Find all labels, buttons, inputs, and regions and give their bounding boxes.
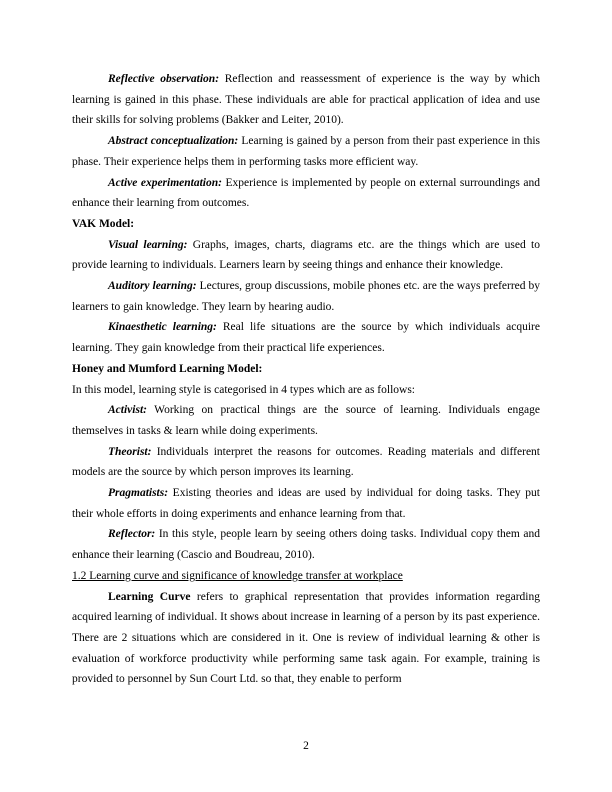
term-visual-learning: Visual learning:	[108, 238, 188, 251]
heading-honey-mumford: Honey and Mumford Learning Model:	[72, 362, 263, 375]
term-kinaesthetic-learning: Kinaesthetic learning:	[108, 321, 217, 334]
text-learning-curve: refers to graphical representation that provides information regarding acquired learning of individual. It shows about increase in learning of a person by its past experience. There are 2 situations which are considered in it. One is review of individual learning & other is evaluation of workforce productivity while performing same task again. For example, training is provided to personnel by Sun Court Ltd. so that, they enable to perform	[72, 590, 541, 686]
paragraph-activist	[72, 400, 540, 441]
term-pragmatists: Pragmatists:	[108, 487, 169, 500]
paragraph-kinaesthetic-learning	[72, 317, 540, 358]
text-reflector: In this style, people learn by seeing others doing tasks. Individual copy them and enhance their learning (Cascio and Boudreau, 2010).	[72, 528, 540, 562]
section-heading-learning-curve: 1.2 Learning curve and significance of knowledge transfer at workplace	[72, 569, 403, 582]
paragraph-abstract-conceptualization	[72, 131, 540, 172]
document-page	[72, 69, 540, 690]
heading-vak-model: VAK Model:	[72, 217, 135, 230]
paragraph-honey-intro: In this model, learning style is categorised in 4 types which are as follows:	[72, 383, 416, 396]
paragraph-pragmatists	[72, 483, 540, 524]
paragraph-reflector	[72, 524, 540, 565]
page-number: 2	[303, 740, 309, 752]
term-active-experimentation: Active experimentation:	[108, 176, 222, 189]
term-auditory-learning: Auditory learning:	[108, 280, 197, 293]
text-auditory-learning: Lectures, group discussions, mobile phones etc. are the ways preferred by learners to gain knowledge. They learn by hearing audio.	[72, 280, 540, 313]
term-activist: Activist:	[108, 404, 147, 417]
text-kinaesthetic-learning: Real life situations are the source by which individuals acquire learning. They gain knowledge from their practical life experiences.	[72, 321, 540, 355]
term-learning-curve: Learning Curve	[108, 590, 191, 603]
term-reflector: Reflector:	[108, 528, 156, 541]
text-theorist: Individuals interpret the reasons for outcomes. Reading materials and different models are the source by which person improves its learning.	[72, 445, 540, 479]
paragraph-auditory-learning	[72, 276, 540, 317]
text-active-experimentation: Experience is implemented by people on external surroundings and enhance their learning from outcomes.	[72, 176, 540, 210]
text-visual-learning: Graphs, images, charts, diagrams etc. are the things which are used to provide learning to individuals. Learners learn by seeing things and enhance their knowledge.	[72, 238, 540, 272]
paragraph-reflective-observation	[72, 69, 540, 131]
paragraph-learning-curve	[72, 587, 540, 691]
text-abstract-conceptualization: Learning is gained by a person from their past experience in this phase. Their experience helps them in performing tasks more efficient way.	[72, 135, 540, 168]
text-reflective-observation: Reflection and reassessment of experience is the way by which learning is gained in this phase. These individuals are able for practical application of idea and use their skills for solving problems (Bakker and Leiter, 2010).	[72, 73, 540, 127]
paragraph-theorist	[72, 442, 540, 483]
paragraph-visual-learning	[72, 235, 540, 276]
text-activist: Working on practical things are the source of learning. Individuals engage themselves in tasks & learn while doing experiments.	[72, 404, 540, 437]
text-pragmatists: Existing theories and ideas are used by individual for doing tasks. They put their whole efforts in doing experiments and enhance learning from that.	[72, 487, 540, 520]
term-theorist: Theorist:	[108, 445, 152, 458]
paragraph-active-experimentation	[72, 173, 540, 214]
term-reflective-observation: Reflective observation:	[108, 73, 220, 85]
term-abstract-conceptualization: Abstract conceptualization:	[108, 135, 239, 148]
